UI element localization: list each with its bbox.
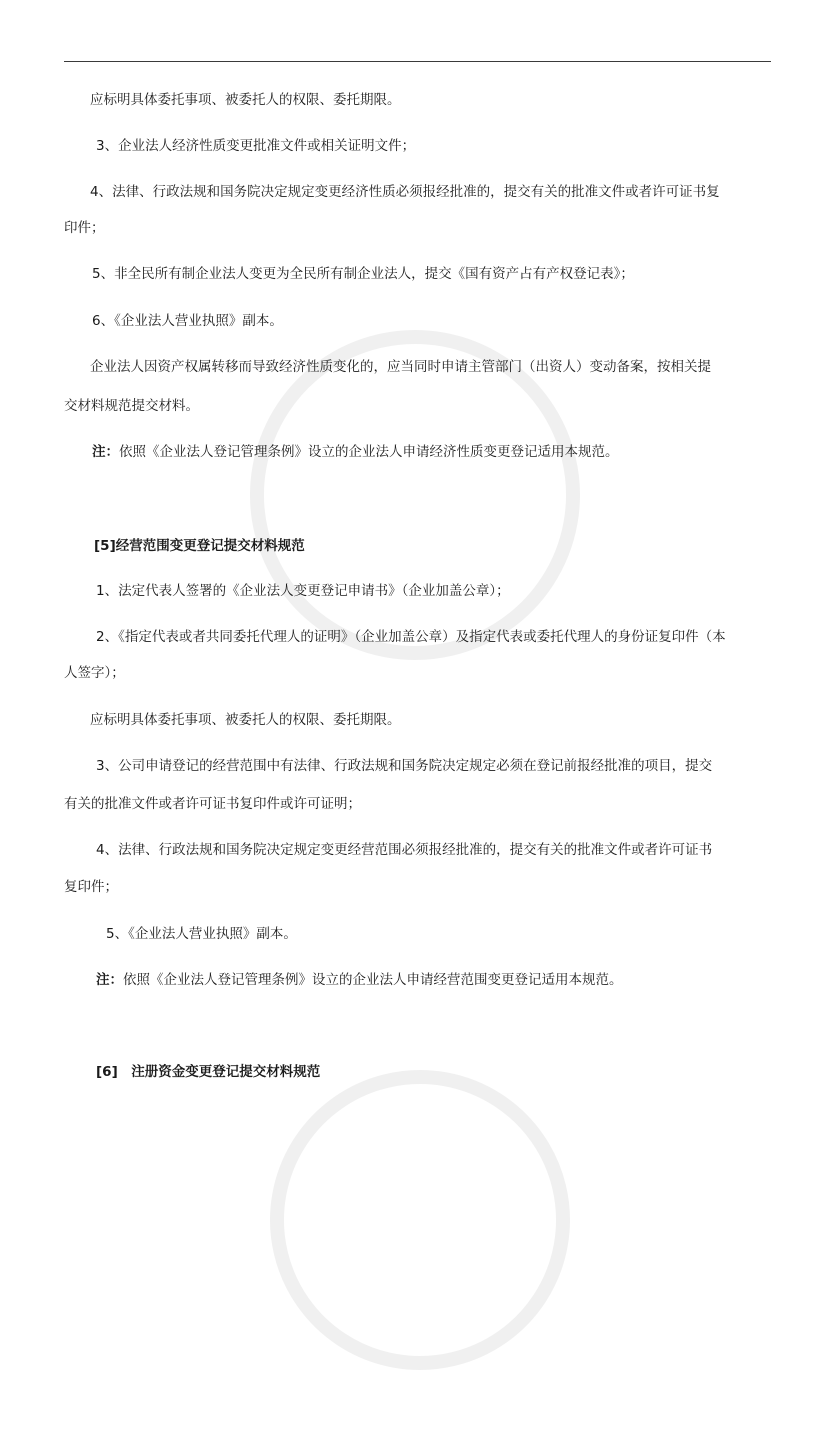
paragraph: 交材料规范提交材料。 [64, 398, 199, 414]
paragraph: 应标明具体委托事项、被委托人的权限、委托期限。 [90, 712, 401, 728]
section-heading: [6] 注册资金变更登记提交材料规范 [96, 1064, 321, 1080]
paragraph: 企业法人因资产权属转移而导致经济性质变化的，应当同时申请主管部门（出资人）变动备案，按相关提 [90, 359, 711, 375]
paragraph: 6、《企业法人营业执照》副本。 [92, 313, 283, 329]
section-heading: [5]经营范围变更登记提交材料规范 [94, 538, 305, 554]
note [64, 442, 804, 462]
watermark-ring [185, 265, 645, 725]
paragraph: 有关的批准文件或者许可证书复印件或许可证明； [64, 796, 361, 812]
paragraph: 印件； [64, 220, 105, 236]
note [64, 970, 808, 990]
paragraph: 5、《企业法人营业执照》副本。 [106, 926, 297, 942]
paragraph: 2、《指定代表或者共同委托代理人的证明》（企业加盖公章）及指定代表或委托代理人的身份证复印件（本 [96, 629, 726, 645]
note-text: 依照《企业法人登记管理条例》设立的企业法人申请经营范围变更登记适用本规范。 [123, 972, 623, 988]
note-text: 依照《企业法人登记管理条例》设立的企业法人申请经济性质变更登记适用本规范。 [119, 444, 619, 460]
paragraph: 3、企业法人经济性质变更批准文件或相关证明文件； [96, 138, 416, 154]
paragraph: 4、法律、行政法规和国务院决定规定变更经济性质必须报经批准的，提交有关的批准文件或者许可证书复 [90, 184, 720, 200]
paragraph: 4、法律、行政法规和国务院决定规定变更经营范围必须报经批准的，提交有关的批准文件或者许可证书 [96, 842, 713, 858]
note-label: 注： [96, 972, 123, 988]
header-rule [64, 61, 771, 62]
paragraph: 5、非全民所有制企业法人变更为全民所有制企业法人，提交《国有资产占有产权登记表》； [92, 266, 634, 282]
paragraph: 1、法定代表人签署的《企业法人变更登记申请书》（企业加盖公章）； [96, 583, 510, 599]
paragraph: 人签字）； [64, 665, 125, 681]
paragraph: 应标明具体委托事项、被委托人的权限、委托期限。 [90, 92, 401, 108]
paragraph: 复印件； [64, 879, 118, 895]
watermark [185, 265, 645, 725]
paragraph: 3、公司申请登记的经营范围中有法律、行政法规和国务院决定规定必须在登记前报经批准的项目，提交 [96, 758, 713, 774]
note-label: 注： [92, 444, 119, 460]
